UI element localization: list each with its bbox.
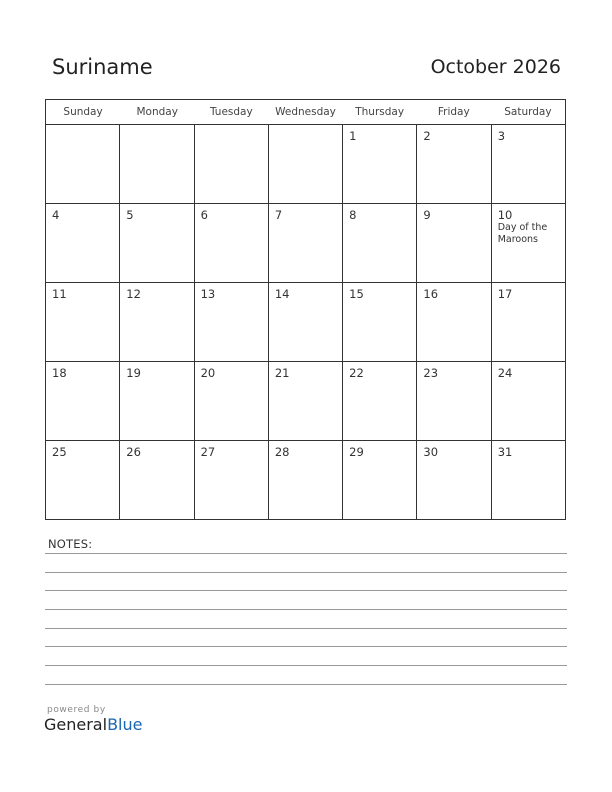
day-number: 9 xyxy=(423,208,431,222)
day-number: 7 xyxy=(274,208,283,222)
day-cell[interactable] xyxy=(46,441,120,519)
day-number: 5 xyxy=(126,208,134,222)
day-cell[interactable] xyxy=(492,204,565,282)
powered-by-text: powered by xyxy=(47,705,106,715)
note-line[interactable] xyxy=(45,590,567,591)
day-cell[interactable] xyxy=(343,283,417,361)
day-number: 27 xyxy=(200,445,216,459)
day-number: 18 xyxy=(52,366,67,380)
day-cell[interactable] xyxy=(120,441,194,519)
note-line[interactable] xyxy=(45,684,567,685)
day-cell[interactable] xyxy=(46,204,120,282)
day-cell[interactable] xyxy=(269,204,343,282)
day-cell[interactable] xyxy=(492,441,565,519)
note-line[interactable] xyxy=(45,665,567,666)
day-number: 25 xyxy=(52,445,67,459)
note-line[interactable] xyxy=(45,646,567,647)
note-line[interactable] xyxy=(45,609,567,610)
day-cell[interactable] xyxy=(120,204,194,282)
day-cell[interactable] xyxy=(417,204,491,282)
holiday-event: Day of the Maroons xyxy=(497,222,548,245)
weekday-header-row xyxy=(46,100,565,125)
day-number: 22 xyxy=(349,366,364,380)
day-cell[interactable] xyxy=(195,204,269,282)
weekday-label: Thursday xyxy=(355,106,405,118)
calendar-month-title: October 2026 xyxy=(430,56,561,78)
brand-name-blue: Blue xyxy=(107,715,143,734)
day-cell[interactable] xyxy=(417,283,491,361)
weekday-label: Tuesday xyxy=(209,106,253,118)
day-cell[interactable] xyxy=(46,362,120,440)
day-number: 19 xyxy=(126,366,141,380)
day-cell[interactable] xyxy=(195,441,269,519)
day-number: 21 xyxy=(274,366,290,380)
day-number: 15 xyxy=(349,287,364,301)
day-number: 30 xyxy=(423,445,439,459)
day-number: 20 xyxy=(200,366,216,380)
day-number: 4 xyxy=(52,208,60,222)
day-number: 28 xyxy=(274,445,290,459)
calendar-grid xyxy=(45,99,566,520)
day-number: 8 xyxy=(349,208,357,222)
day-cell[interactable] xyxy=(343,125,417,203)
day-cell[interactable] xyxy=(492,283,565,361)
day-number: 13 xyxy=(200,287,216,301)
note-line[interactable] xyxy=(45,553,567,554)
weekday-label: Wednesday xyxy=(275,106,336,118)
day-cell[interactable] xyxy=(417,125,491,203)
day-cell[interactable] xyxy=(343,441,417,519)
day-number: 3 xyxy=(497,129,506,143)
week-row xyxy=(46,125,565,204)
day-number: 6 xyxy=(200,208,208,222)
day-cell[interactable] xyxy=(343,362,417,440)
day-cell[interactable] xyxy=(492,125,565,203)
day-number: 16 xyxy=(423,287,439,301)
day-number: 24 xyxy=(497,366,513,380)
day-cell[interactable] xyxy=(195,362,269,440)
day-number: 17 xyxy=(497,287,513,301)
day-cell[interactable] xyxy=(343,204,417,282)
day-cell[interactable] xyxy=(492,362,565,440)
day-cell[interactable] xyxy=(120,362,194,440)
weekday-label: Saturday xyxy=(504,106,552,118)
day-number: 2 xyxy=(423,129,431,143)
weekday-label: Sunday xyxy=(63,106,103,118)
week-row xyxy=(46,283,565,362)
day-cell[interactable] xyxy=(269,283,343,361)
empty-day-cell xyxy=(269,125,343,203)
calendar-country-title: Suriname xyxy=(52,55,153,79)
day-cell[interactable] xyxy=(269,441,343,519)
note-line[interactable] xyxy=(45,628,567,629)
day-number: 1 xyxy=(349,129,357,143)
day-cell[interactable] xyxy=(417,362,491,440)
day-number: 11 xyxy=(52,287,67,301)
empty-day-cell xyxy=(195,125,269,203)
weeks-container xyxy=(46,125,565,519)
day-cell[interactable] xyxy=(46,283,120,361)
day-number: 29 xyxy=(349,445,364,459)
day-number: 14 xyxy=(274,287,290,301)
brand-name xyxy=(44,715,142,734)
week-row xyxy=(46,362,565,441)
day-cell[interactable] xyxy=(120,283,194,361)
day-number: 31 xyxy=(497,445,513,459)
brand-name-general: General xyxy=(44,715,108,734)
notes-label: NOTES: xyxy=(48,537,93,551)
day-number: 23 xyxy=(423,366,439,380)
day-number: 26 xyxy=(126,445,141,459)
week-row xyxy=(46,441,565,519)
weekday-label: Friday xyxy=(437,106,470,118)
day-number: 12 xyxy=(126,287,141,301)
day-cell[interactable] xyxy=(417,441,491,519)
empty-day-cell xyxy=(46,125,120,203)
brand-logo[interactable] xyxy=(44,705,142,734)
empty-day-cell xyxy=(120,125,194,203)
weekday-label: Monday xyxy=(136,106,178,118)
day-cell[interactable] xyxy=(195,283,269,361)
day-cell[interactable] xyxy=(269,362,343,440)
day-number: 10 xyxy=(497,208,513,222)
week-row xyxy=(46,204,565,283)
note-line[interactable] xyxy=(45,572,567,573)
